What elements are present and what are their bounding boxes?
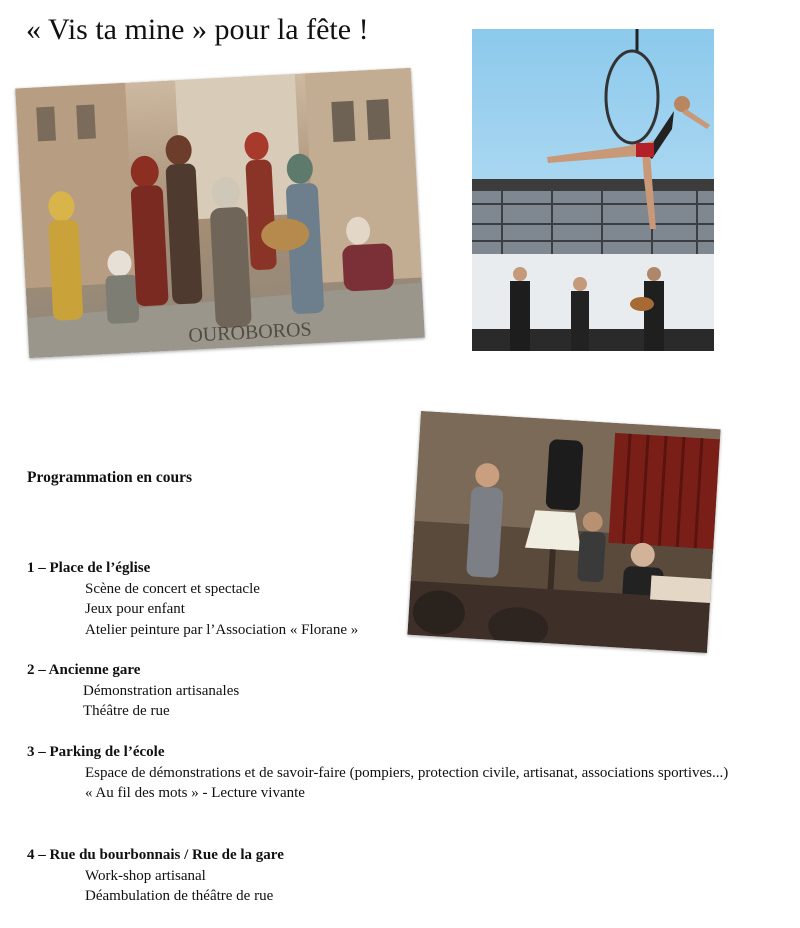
section-title: 3 – Parking de l’école <box>27 744 165 760</box>
programme-section-place-eglise <box>27 558 785 640</box>
programme-section-ancienne-gare <box>27 660 783 722</box>
programme-section-parking-ecole <box>27 742 785 804</box>
page-title: « Vis ta mine » pour la fête ! <box>26 13 369 46</box>
list-item: Atelier peinture par l’Association « Florane » <box>85 621 359 638</box>
section-items <box>85 866 785 907</box>
list-item: Théâtre de rue <box>83 703 170 719</box>
programme-section-rue-bourbonnais <box>27 845 785 907</box>
section-title: 1 – Place de l’église <box>27 560 151 576</box>
list-item: « Au fil des mots » - Lecture vivante <box>85 785 305 801</box>
section-items <box>85 763 785 804</box>
street-theatre-troupe-photo <box>15 68 425 358</box>
list-item: Démonstration artisanales <box>83 682 240 699</box>
aerial-hoop-photo <box>472 29 714 351</box>
section-items <box>83 681 783 722</box>
list-item: Jeux pour enfant <box>85 601 185 617</box>
list-item: Espace de démonstrations et de savoir-faire (pompiers, protection civile, artisanat, associations sportives...) <box>85 764 729 781</box>
programme-heading: Programmation en cours <box>27 469 193 486</box>
list-item: Déambulation de théâtre de rue <box>85 888 274 904</box>
list-item: Scène de concert et spectacle <box>85 580 260 597</box>
section-items <box>85 579 785 641</box>
troupe-watermark: OUROBOROS <box>187 318 313 347</box>
section-title: 4 – Rue du bourbonnais / Rue de la gare <box>27 847 284 863</box>
list-item: Work-shop artisanal <box>85 867 206 884</box>
section-title: 2 – Ancienne gare <box>27 662 141 678</box>
